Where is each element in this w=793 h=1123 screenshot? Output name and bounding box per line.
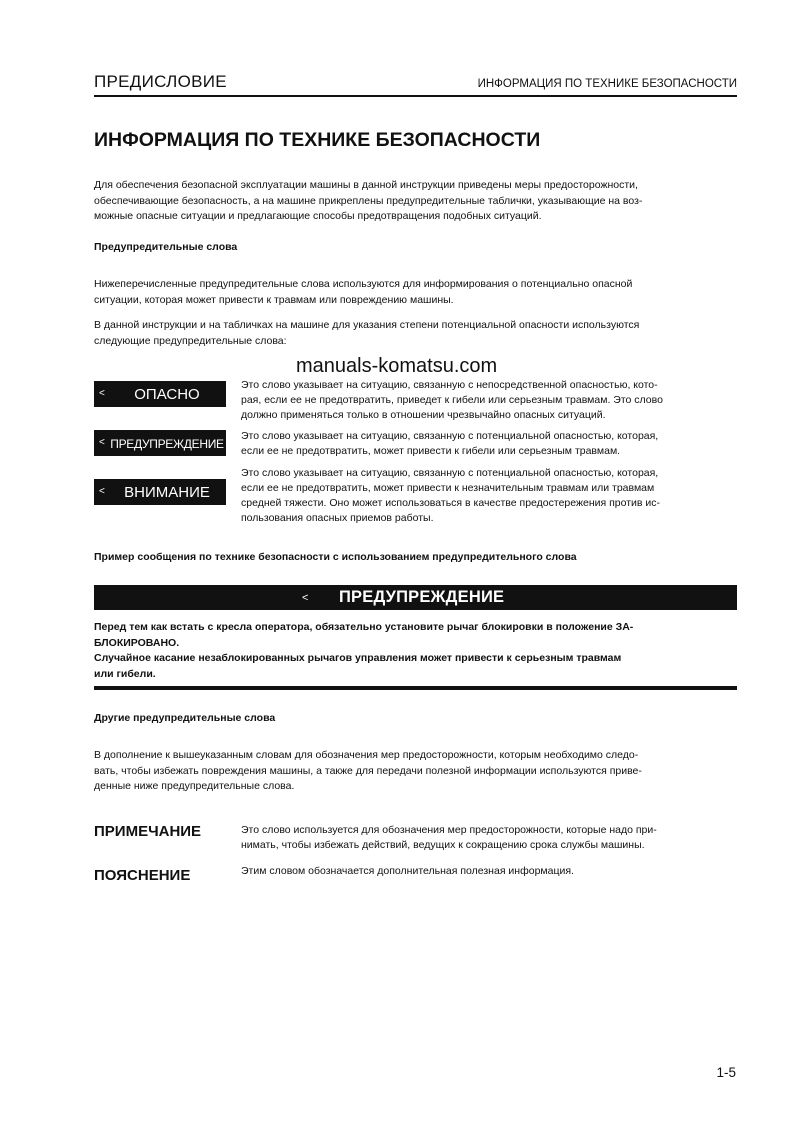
warning-line: БЛОКИРОВАНО. bbox=[94, 636, 180, 649]
alert-symbol-icon: < bbox=[99, 486, 105, 497]
caution-signal-word: ВНИМАНИЕ bbox=[124, 484, 210, 501]
paragraph-line: вать, чтобы избежать повреждения машины, а также для передачи полезной информации используются приве- bbox=[94, 764, 642, 777]
warning-signal-word: ПРЕДУПРЕЖДЕНИЕ bbox=[110, 437, 224, 451]
paragraph-line: ситуации, которая может привести к травмам или повреждению машины. bbox=[94, 293, 454, 306]
warning-line: или гибели. bbox=[94, 667, 156, 680]
description-line: Это слово используется для обозначения мер предосторожности, которые надо при- bbox=[241, 824, 657, 836]
warning-line: Перед тем как встать с кресла оператора, обязательно установите рычаг блокировки в положение ЗА- bbox=[94, 621, 634, 633]
description-line: Этим словом обозначается дополнительная полезная информация. bbox=[241, 865, 574, 877]
description-line: Это слово указывает на ситуацию, связанную с потенциальной опасностью, которая, bbox=[241, 430, 659, 442]
warning-description bbox=[241, 429, 737, 459]
remark-description bbox=[241, 864, 737, 879]
paragraph-line: Нижеперечисленные предупредительные слова используются для информирования о потенциально опасной bbox=[94, 278, 633, 290]
header-section-title: ПРЕДИСЛОВИЕ bbox=[94, 72, 227, 91]
caution-signal-label bbox=[94, 479, 226, 505]
example-heading: Пример сообщения по технике безопасности с использованием предупредительного слова bbox=[94, 551, 577, 563]
other-words-paragraph bbox=[94, 748, 737, 795]
example-warning-bar bbox=[94, 585, 737, 610]
other-words-heading: Другие предупредительные слова bbox=[94, 712, 276, 724]
alert-symbol-icon: < bbox=[99, 388, 105, 399]
alert-symbol-icon: < bbox=[302, 592, 309, 604]
example-bottom-rule bbox=[94, 686, 737, 690]
paragraph-line: В дополнение к вышеуказанным словам для обозначения мер предосторожности, которым необходимо следо- bbox=[94, 749, 639, 761]
watermark: manuals-komatsu.com bbox=[296, 355, 498, 377]
description-line: если ее не предотвратить, может привести к незначительным травмам или травмам bbox=[241, 482, 655, 494]
description-line: пользования опасных приемов работы. bbox=[241, 512, 434, 524]
description-line: если ее не предотвратить, может привести к гибели или серьезным травмам. bbox=[241, 445, 621, 457]
page-number: 1-5 bbox=[716, 1065, 736, 1080]
description-line: Это слово указывает на ситуацию, связанную с непосредственной опасностью, кото- bbox=[241, 379, 658, 391]
signal-words-paragraph-2 bbox=[94, 318, 737, 349]
description-line: нимать, чтобы избежать действий, ведущих к сокращению срока службы машины. bbox=[241, 839, 645, 851]
description-line: рая, если ее не предотвратить, приведет к гибели или серьезным травмам. Это слово bbox=[241, 394, 663, 406]
example-warning-text bbox=[94, 620, 737, 682]
paragraph-line: денные ниже предупредительные слова. bbox=[94, 780, 295, 792]
intro-paragraph bbox=[94, 178, 737, 225]
danger-description bbox=[241, 378, 737, 423]
notice-description bbox=[241, 823, 737, 853]
notice-label: ПРИМЕЧАНИЕ bbox=[94, 823, 202, 840]
page-title: ИНФОРМАЦИЯ ПО ТЕХНИКЕ БЕЗОПАСНОСТИ bbox=[94, 129, 541, 151]
warning-line: Случайное касание незаблокированных рычагов управления может привести к серьезным травмам bbox=[94, 652, 622, 664]
intro-line: можные опасные ситуации и предлагающие способы предотвращения подобных ситуаций. bbox=[94, 210, 542, 222]
caution-description bbox=[241, 466, 737, 526]
remark-label: ПОЯСНЕНИЕ bbox=[94, 867, 191, 884]
signal-words-paragraph-1 bbox=[94, 277, 737, 308]
danger-signal-label bbox=[94, 381, 226, 407]
description-line: Это слово указывает на ситуацию, связанную с потенциальной опасностью, которая, bbox=[241, 467, 659, 479]
signal-words-heading: Предупредительные слова bbox=[94, 241, 238, 253]
header-topic: ИНФОРМАЦИЯ ПО ТЕХНИКЕ БЕЗОПАСНОСТИ bbox=[477, 78, 737, 90]
paragraph-line: В данной инструкции и на табличках на машине для указания степени потенциальной опасности используются bbox=[94, 319, 640, 331]
header-divider bbox=[94, 95, 737, 97]
intro-line: Для обеспечения безопасной эксплуатации машины в данной инструкции приведены меры предосторожности, bbox=[94, 179, 638, 191]
example-warning-word: ПРЕДУПРЕЖДЕНИЕ bbox=[339, 588, 505, 606]
description-line: средней тяжести. Оно может использоваться в качестве предостережения против ис- bbox=[241, 497, 661, 509]
intro-line: обеспечивающие безопасность, а на машине прикреплены предупредительные таблички, указывающие на воз- bbox=[94, 194, 643, 207]
paragraph-line: следующие предупредительные слова: bbox=[94, 334, 287, 347]
description-line: должно применяться только в отношении чрезвычайно опасных ситуаций. bbox=[241, 409, 606, 421]
alert-symbol-icon: < bbox=[99, 437, 105, 448]
danger-signal-word: ОПАСНО bbox=[134, 386, 200, 403]
warning-signal-label bbox=[94, 430, 226, 456]
